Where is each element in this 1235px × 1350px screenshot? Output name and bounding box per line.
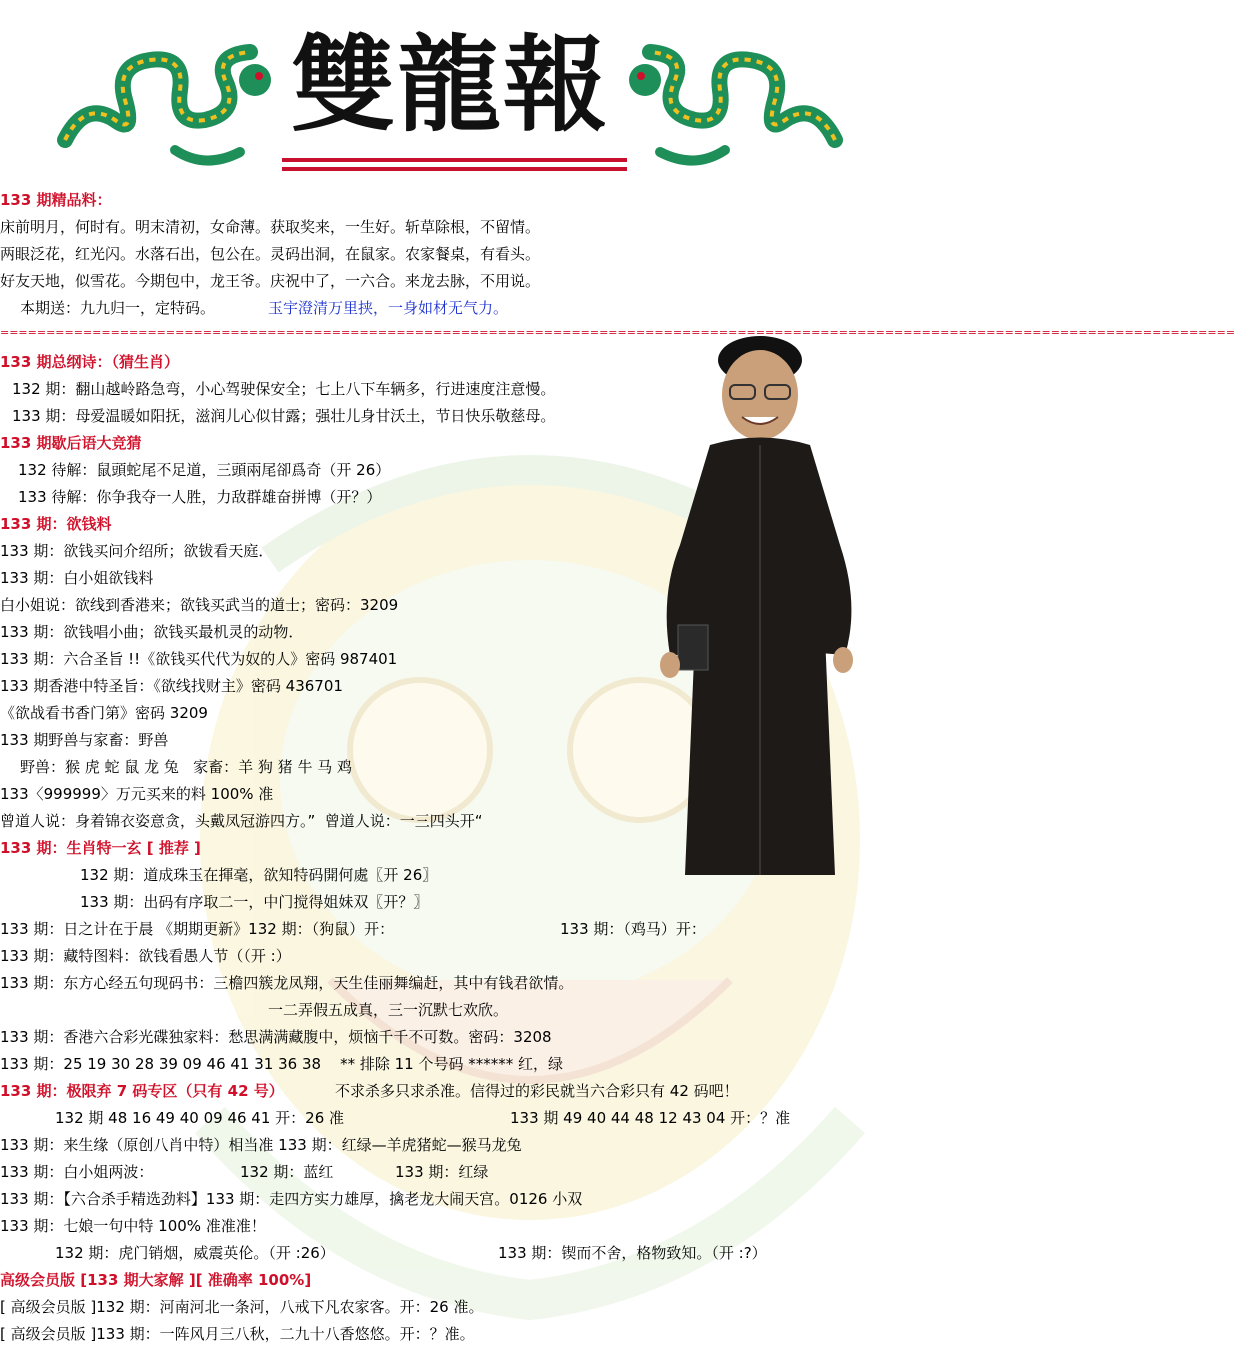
text-line: 本期送：九九归一，定特码。 xyxy=(20,299,216,317)
text-line: 132 期：翻山越岭路急弯，小心驾驶保安全；七上八下车辆多，行进速度注意慢。 xyxy=(12,380,556,398)
section-heading: 133 期：极限弃 7 码专区（只有 42 号） xyxy=(0,1082,284,1100)
text-line: 133 期野兽与家畜：野兽 xyxy=(0,731,169,749)
text-line: 不求杀多只求杀准。信得过的彩民就当六合彩只有 42 码吧！ xyxy=(335,1082,739,1100)
text-line: 133 期：母爱温暖如阳抚，滋润儿心似甘露；强壮儿身甘沃土，节日快乐敬慈母。 xyxy=(12,407,556,425)
text-line: 133 期：白小姐欲钱料 xyxy=(0,569,154,587)
text-line: 133 期香港中特圣旨：《欲线找财主》密码 436701 xyxy=(0,677,343,695)
section-heading: 133 期：生肖特一玄 [ 推荐 ] xyxy=(0,839,201,857)
text-line: 133 待解：你争我夺一人胜，力敌群雄奋拼博（开？） xyxy=(18,488,382,506)
masthead xyxy=(0,0,900,195)
text-line: 好友天地，似雪花。今期包中，龙王爷。庆祝中了，一六合。来龙去脉，不用说。 xyxy=(0,272,541,290)
text-line: 133 期：白小姐两波： xyxy=(0,1163,154,1181)
text-line: 133 期：（鸡马）开： xyxy=(560,920,706,938)
text-line: 野兽：猴 虎 蛇 鼠 龙 兔 家畜：羊 狗 猪 牛 马 鸡 xyxy=(20,758,352,776)
text-line: 133 期：日之计在于晨 《期期更新》132 期：（狗鼠）开： xyxy=(0,920,395,938)
text-line: 133 期：香港六合彩光碟独家料：愁思满满藏腹中，烦恼千千不可数。密码：3208 xyxy=(0,1028,552,1046)
text-line: 133 期：锲而不舍，格物致知。（开 :?） xyxy=(498,1244,767,1262)
text-line: 133 期：来生缘（原创八肖中特）相当准 133 期：红绿—羊虎猪蛇—猴马龙兔 xyxy=(0,1136,522,1154)
title-underline xyxy=(282,158,627,162)
divider-line: ====================================================================================================================================== xyxy=(0,326,1235,339)
text-line: 132 待解：鼠頭蛇尾不足道，三頭兩尾卻爲奇（开 26） xyxy=(18,461,391,479)
text-line: 132 期：道成珠玉在揮毫，欲知特码開何處〖开 26〗 xyxy=(80,866,438,884)
text-line: 白小姐说：欲线到香港来；欲钱买武当的道士；密码：3209 xyxy=(0,596,399,614)
text-line: 曾道人说：身着锦衣姿意贪，头戴凤冠游四方。” 曾道人说：一三四头开“ xyxy=(0,812,483,830)
text-line: 一二弄假五成真，三一沉默七欢欣。 xyxy=(268,1001,509,1019)
section-heading: 133 期总纲诗：（猜生肖） xyxy=(0,353,180,371)
text-line: 《欲战看书香门第》密码 3209 xyxy=(0,704,208,722)
text-line: 133 期 49 40 44 48 12 43 04 开：？准 xyxy=(510,1109,791,1127)
text-line: 133 期：出码有序取二一，中门搅得姐妹双〖开？〗 xyxy=(80,893,429,911)
text-line-highlight: 玉宇澄清万里挟，一身如材无气力。 xyxy=(268,299,509,317)
text-line: 133 期：七娘一句中特 100% 准准准！ xyxy=(0,1217,266,1235)
text-line: 133 期：六合圣旨 !!《欲钱买代代为奴的人》密码 987401 xyxy=(0,650,398,668)
text-line: 132 期 48 16 49 40 09 46 41 开：26 准 xyxy=(55,1109,345,1127)
text-line: 133 期：东方心经五句现码书：三檐四簇龙凤翔，天生佳丽舞编赶，其中有钱君欲情。 xyxy=(0,974,574,992)
text-line: 133 期：欲钱唱小曲；欲钱买最机灵的动物． xyxy=(0,623,304,641)
text-line: 133 期：红绿 xyxy=(395,1163,489,1181)
text-line: 133 期：25 19 30 28 39 09 46 41 31 36 38 ** 排除 11 个号码 ****** 红，绿 xyxy=(0,1055,564,1073)
section-heading: 高级会员版 [133 期大家解 ][ 准确率 100%] xyxy=(0,1271,312,1289)
masthead-title: 雙龍報 xyxy=(290,23,609,146)
title-underline xyxy=(282,167,627,171)
text-line: 床前明月，何时有。明末清初，女命薄。获取奖来，一生好。斩草除根，不留情。 xyxy=(0,218,541,236)
text-line: 133 期：欲钱买问介绍所；欲钹看天庭． xyxy=(0,542,274,560)
section-heading: 133 期歇后语大竞猜 xyxy=(0,434,142,452)
text-line: 133 期：【六合杀手精选劲料】133 期：走四方实力雄厚，擒老龙大闹天宫。0126 小双 xyxy=(0,1190,583,1208)
text-line: 两眼泛花，红光闪。水落石出，包公在。灵码出洞，在鼠家。农家餐桌，有看头。 xyxy=(0,245,541,263)
left-dragon-icon xyxy=(55,40,270,170)
section-heading: 133 期：欲钱料 xyxy=(0,515,112,533)
section-heading: 133 期精品料： xyxy=(0,191,112,209)
man-in-robe-photo xyxy=(650,335,870,880)
text-line: 132 期：虎门销烟，威震英伦。（开 :26） xyxy=(55,1244,335,1262)
text-line: [ 高级会员版 ]133 期：一阵风月三八秋，二九十八香悠悠。开：？准。 xyxy=(0,1325,475,1343)
text-line: [ 高级会员版 ]132 期：河南河北一条河，八戒下凡农家客。开：26 准。 xyxy=(0,1298,484,1316)
text-line: 132 期：蓝红 xyxy=(240,1163,334,1181)
text-line: 133〈999999〉万元买来的料 100% 准 xyxy=(0,785,274,803)
text-line: 133 期：藏特图料：欲钱看愚人节（（开 :） xyxy=(0,947,291,965)
right-dragon-icon xyxy=(630,40,845,170)
